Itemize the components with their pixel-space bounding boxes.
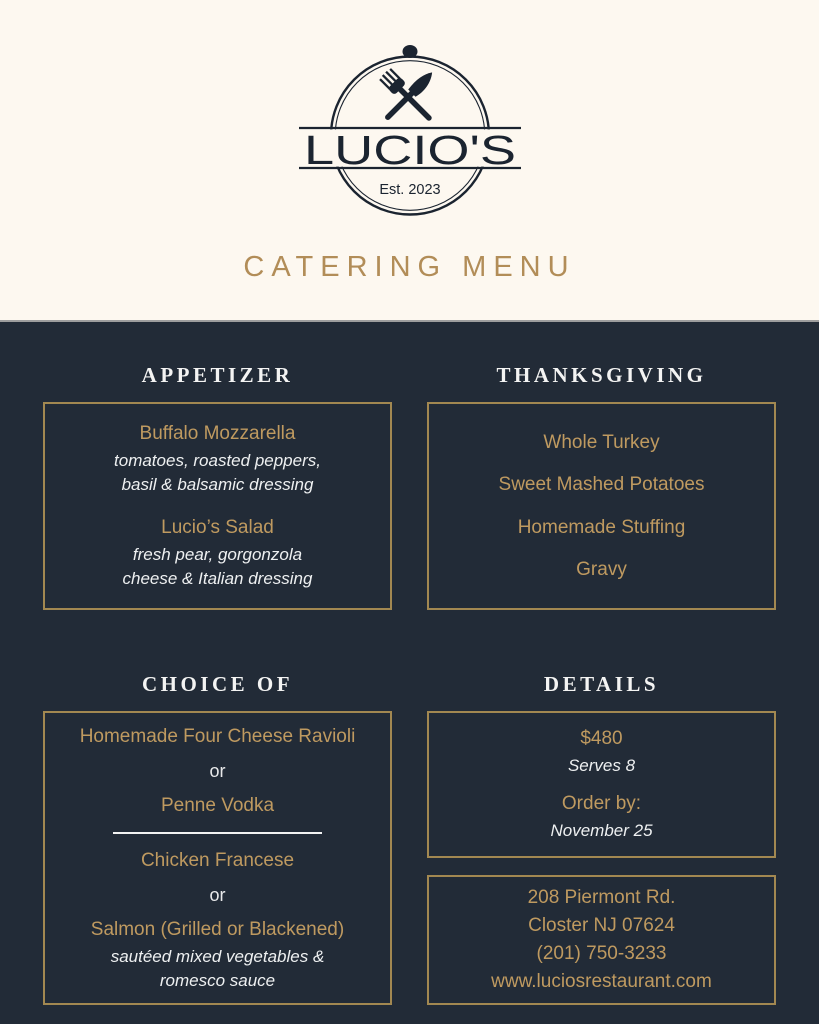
website-url: www.luciosrestaurant.com — [491, 971, 712, 992]
menu-item-name: Lucio’s Salad — [161, 517, 274, 538]
thanksgiving-box — [427, 402, 776, 610]
description-line: sautéed mixed vegetables & — [110, 946, 325, 966]
address-line-1: 208 Piermont Rd. — [527, 887, 676, 908]
menu-body — [0, 322, 819, 1024]
serves-text: Serves 8 — [567, 756, 636, 775]
or-separator: or — [209, 760, 226, 781]
order-by-label: Order by: — [561, 793, 642, 814]
or-separator: or — [209, 884, 226, 905]
order-by-date: November 25 — [550, 821, 653, 840]
menu-item-name: Gravy — [576, 559, 627, 581]
phone-number: (201) 750-3233 — [536, 943, 667, 964]
header-section — [0, 0, 819, 320]
menu-item-name: Homemade Stuffing — [517, 516, 686, 538]
menu-item-name: Buffalo Mozzarella — [139, 423, 296, 444]
thanksgiving-heading: THANKSGIVING — [496, 363, 707, 387]
menu-item-name: Homemade Four Cheese Ravioli — [79, 725, 356, 747]
thanksgiving-section — [427, 363, 776, 629]
poster-title: CATERING MENU — [243, 251, 576, 283]
appetizer-section — [43, 363, 392, 629]
description-line: basil & balsamic dressing — [121, 475, 314, 494]
appetizer-box — [43, 402, 392, 610]
pricing-box — [427, 711, 776, 858]
menu-divider — [113, 832, 322, 834]
menu-item-name: Sweet Mashed Potatoes — [498, 474, 705, 496]
menu-item-description — [111, 945, 325, 993]
choice-of-heading: CHOICE OF — [141, 672, 294, 696]
menu-item-name: Penne Vodka — [160, 794, 275, 816]
restaurant-logo — [295, 38, 525, 225]
logo-graphic — [295, 38, 525, 225]
description-line: cheese & Italian dressing — [122, 569, 313, 588]
choice-of-section — [43, 629, 392, 1024]
appetizer-heading: APPETIZER — [141, 363, 294, 387]
description-line: romesco sauce — [159, 970, 276, 990]
cloche-knob-icon — [402, 45, 417, 58]
description-line: fresh pear, gorgonzola — [132, 545, 303, 564]
price-text: $480 — [580, 728, 623, 749]
menu-item-description — [114, 449, 321, 497]
menu-item-description — [123, 543, 313, 591]
details-section — [427, 629, 776, 1024]
logo-established-text: Est. 2023 — [378, 182, 441, 198]
address-line-2: Closter NJ 07624 — [528, 915, 675, 936]
choice-of-box — [43, 711, 392, 1005]
logo-wordmark: LUCIO'S — [303, 127, 516, 173]
menu-item-name: Chicken Francese — [140, 849, 295, 871]
menu-item-name: Whole Turkey — [543, 431, 660, 453]
menu-item-name: Salmon (Grilled or Blackened) — [90, 918, 345, 940]
description-line: tomatoes, roasted peppers, — [114, 451, 321, 470]
details-heading: DETAILS — [543, 672, 660, 696]
contact-box — [427, 875, 776, 1005]
